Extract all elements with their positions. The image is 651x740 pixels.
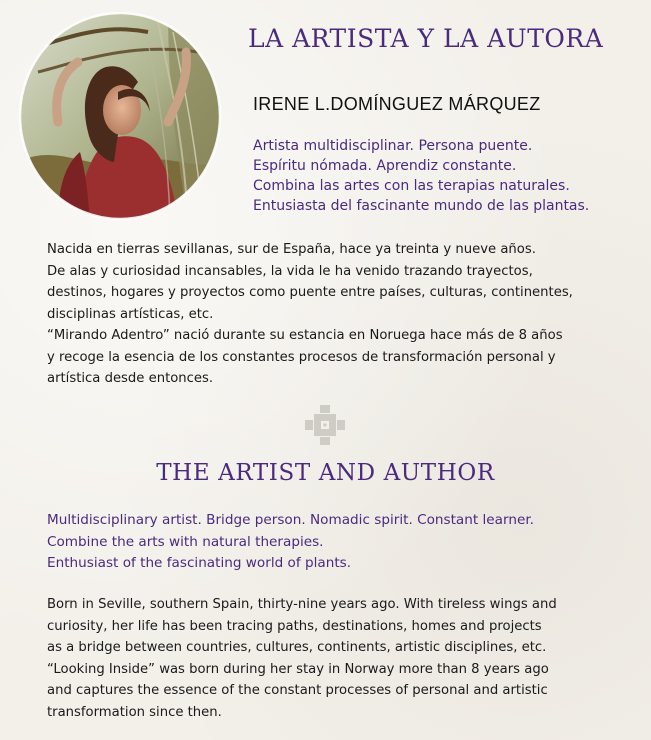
bio-line: Born in Seville, southern Spain, thirty-nine years ago. With tireless wings and — [47, 597, 557, 612]
english-biography — [47, 594, 627, 723]
bio-line: De alas y curiosidad incansables, la vida le ha venido trazando trayectos, — [47, 263, 533, 279]
english-section-title: THE ARTIST AND AUTHOR — [156, 460, 495, 486]
author-name: IRENE L.DOMÍNGUEZ MÁRQUEZ — [253, 94, 541, 114]
spanish-biography — [47, 239, 617, 390]
bio-line: artística desde entonces. — [47, 371, 214, 386]
tagline-line: Entusiasta del fascinante mundo de las plantas. — [253, 198, 590, 214]
artist-portrait — [18, 12, 222, 220]
tagline-line: Espíritu nómada. Aprendiz constante. — [253, 158, 517, 174]
tagline-line: Enthusiast of the fascinating world of plants. — [47, 555, 352, 571]
tagline-line: Combine the arts with natural therapies. — [47, 533, 324, 550]
english-tagline — [47, 510, 627, 575]
bio-line: and captures the essence of the constant processes of personal and artistic — [47, 683, 548, 698]
bio-line: transformation since then. — [47, 704, 222, 720]
spanish-section-title: LA ARTISTA Y LA AUTORA — [248, 24, 604, 53]
bio-line: Nacida en tierras sevillanas, sur de España, hace ya treinta y nueve años. — [47, 242, 536, 257]
bio-line: as a bridge between countries, cultures, continents, artistic disciplines, etc. — [47, 640, 547, 655]
cross-ornament-icon — [305, 405, 345, 445]
tagline-line: Artista multidisciplinar. Persona puente. — [253, 138, 533, 154]
bio-line: “Looking Inside” was born during her stay in Norway more than 8 years ago — [47, 661, 549, 677]
bio-line: y recoge la esencia de los constantes procesos de transformación personal y — [47, 349, 556, 365]
bio-line: disciplinas artísticas, etc. — [47, 306, 214, 322]
tagline-line: Combina las artes con las terapias naturales. — [253, 178, 570, 194]
spanish-tagline — [253, 136, 638, 216]
tagline-line: Multidisciplinary artist. Bridge person. Nomadic spirit. Constant learner. — [47, 512, 534, 528]
bio-line: “Mirando Adentro” nació durante su estancia en Noruega hace más de 8 años — [47, 328, 563, 343]
bio-line: curiosity, her life has been tracing paths, destinations, homes and projects — [47, 618, 542, 634]
bio-line: destinos, hogares y proyectos como puente entre países, culturas, continentes, — [47, 285, 573, 300]
